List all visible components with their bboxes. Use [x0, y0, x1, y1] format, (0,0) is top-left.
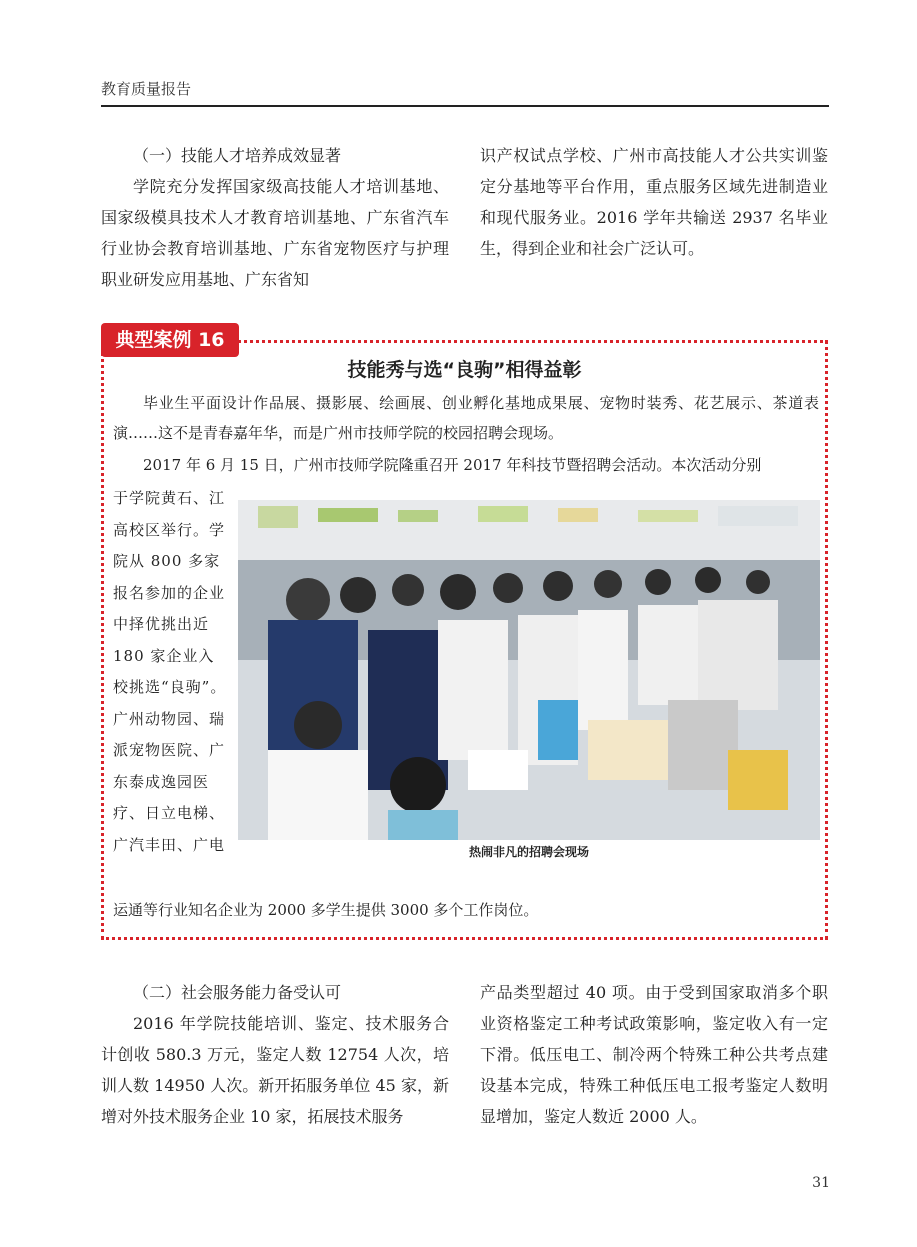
section2-paragraph-left: 2016 年学院技能培训、鉴定、技术服务合计创收 580.3 万元，鉴定人数 12754 人次，培训人数 14950 人次。新开拓服务单位 45 家，新增对外技术服务企业 10 家，拓展技术服务	[101, 1014, 449, 1126]
section2-right-column	[480, 977, 828, 1132]
page-header: 教育质量报告	[101, 78, 829, 107]
page-number: 31	[812, 1175, 830, 1191]
section2-left-column	[101, 977, 449, 1132]
section2-heading: （二）社会服务能力备受认可	[133, 983, 342, 1002]
photo-caption: 热闹非凡的招聘会现场	[468, 845, 589, 859]
section1-left-column	[101, 140, 449, 295]
section2-paragraph-right: 产品类型超过 40 项。由于受到国家取消多个职业资格鉴定工种考试政策影响，鉴定收入有一定下滑。低压电工、制冷两个特殊工种公共考点建设基本完成，特殊工种低压电工报考鉴定人数明显增加，鉴定人数近 2000 人。	[480, 983, 828, 1126]
job-fair-photo	[238, 500, 820, 840]
case-title: 技能秀与选“良驹”相得益彰	[347, 359, 582, 381]
case-last-line: 运通等行业知名企业为 2000 多学生提供 3000 多个工作岗位。	[113, 901, 539, 919]
case-paragraph-1: 毕业生平面设计作品展、摄影展、绘画展、创业孵化基地成果展、宠物时装秀、花艺展示、茶道表演……这不是青春嘉年华，而是广州市技师学院的校园招聘会现场。	[113, 394, 819, 442]
case-paragraph-2: 2017 年 6 月 15 日，广州市技师学院隆重召开 2017 年科技节暨招聘会活动。本次活动分别	[143, 456, 762, 474]
section1-paragraph-right: 识产权试点学校、广州市高技能人才公共实训鉴定分基地等平台作用，重点服务区域先进制造业和现代服务业。2016 学年共输送 2937 名毕业生，得到企业和社会广泛认可。	[480, 146, 828, 258]
section1-paragraph-left: 学院充分发挥国家级高技能人才培训基地、国家级模具技术人才教育培训基地、广东省汽车行业协会教育培训基地、广东省宠物医疗与护理职业研发应用基地、广东省知	[101, 177, 449, 289]
section1-heading: （一）技能人才培养成效显著	[133, 146, 342, 165]
case-side-text: 于学院黄石、江高校区举行。学院从 800 多家报名参加的企业中择优挑出近 180 家企业入校挑选“良驹”。广州动物园、瑞派宠物医院、广东泰成逸园医疗、日立电梯、广汽丰田、广电	[113, 489, 227, 854]
section1-right-column	[480, 140, 828, 264]
case-badge: 典型案例 16	[101, 323, 239, 357]
